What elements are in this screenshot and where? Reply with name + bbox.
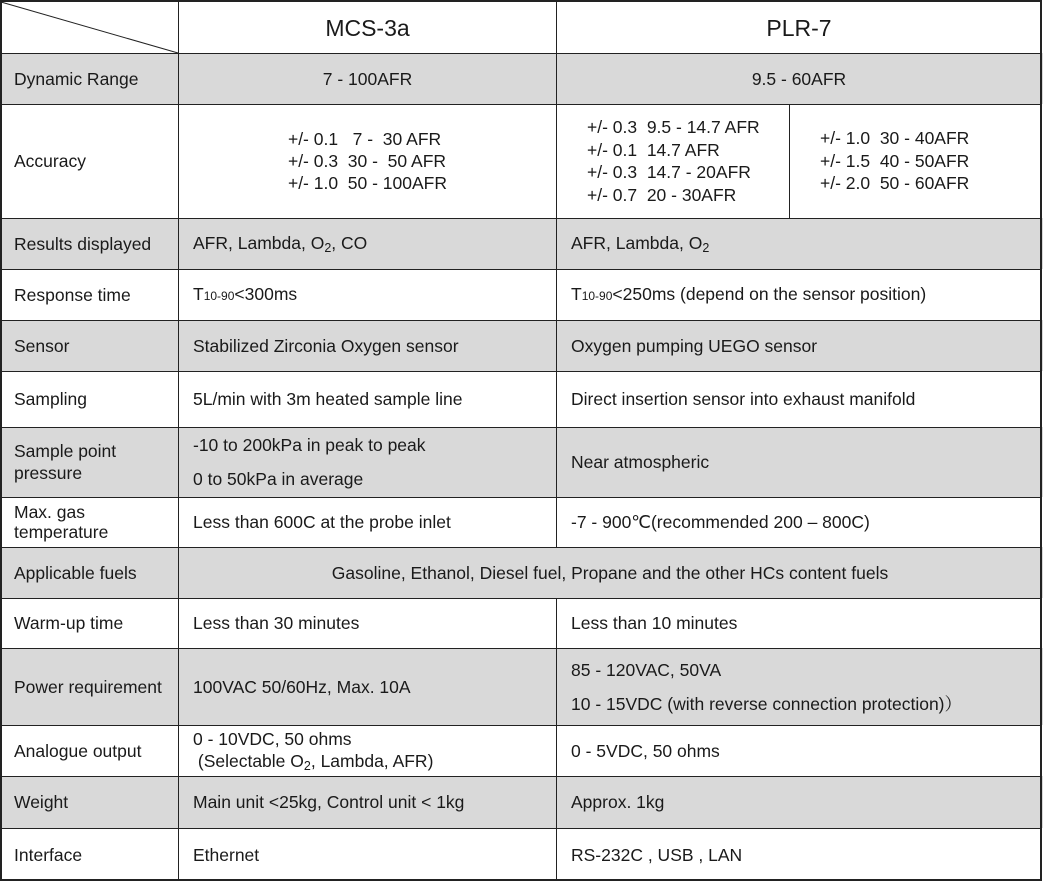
text-part: AFR, Lambda, O [193,232,325,253]
accuracy-b-line: +/- 0.7 20 - 30AFR [587,184,737,205]
text-part: , CO [331,232,368,253]
accuracy-b-line: +/- 0.3 14.7 - 20AFR [587,162,751,182]
label-text: Warm-up time [14,613,124,633]
accuracy-a-line: +/- 0.3 30 - 50 AFR [287,151,447,171]
value-text: Less than 30 minutes [193,613,360,633]
header-model-a-text: MCS-3a [325,14,410,41]
accuracy-b-line: +/- 1.5 40 - 50AFR [820,150,970,171]
subscript: 2 [303,758,311,773]
label-text: Power requirement [14,676,162,697]
text-part: <250ms (depend on the sensor position) [612,283,927,304]
value-text: RS-232C , USB , LAN [571,844,743,865]
subscript: 10-90 [203,288,235,303]
value-text: Main unit <25kg, Control unit < 1kg [193,792,465,812]
label-text: pressure [14,463,83,483]
accuracy-b-line: +/- 0.1 14.7 AFR [587,139,720,160]
accuracy-b-line: +/- 1.0 30 - 40AFR [820,128,970,149]
label-text: Analogue output [14,740,142,761]
label-text: Sampling [14,389,87,409]
value-text: -10 to 200kPa in peak to peak [193,435,426,455]
label-text: Applicable fuels [14,562,137,583]
value-text: Less than 10 minutes [571,613,738,633]
subscript: 10-90 [581,288,613,303]
accuracy-b-line: +/- 2.0 50 - 60AFR [820,173,970,194]
text-part: , Lambda, AFR) [310,750,434,771]
label-text: temperature [14,522,109,542]
label-text: Results displayed [14,233,152,254]
value-text: 0 to 50kPa in average [193,469,364,489]
subscript: 2 [324,240,332,255]
header-model-b-text: PLR-7 [766,14,832,41]
value-text: -7 - 900℃(recommended 200 – 800C) [571,512,870,532]
value-text: 85 - 120VAC, 50VA [571,659,722,680]
value-text: Oxygen pumping UEGO sensor [571,335,818,356]
label-text: Response time [14,284,131,305]
value-text: 100VAC 50/60Hz, Max. 10A [193,676,411,697]
table-border [1,1,1041,880]
accuracy-a-line: +/- 0.1 7 - 30 AFR [287,129,442,149]
label-text: Sample point [14,441,117,461]
text-part: (Selectable O [193,750,304,771]
value-text: 0 - 5VDC, 50 ohms [571,740,720,761]
value-text: 7 - 100AFR [322,68,413,89]
label-text: Sensor [14,335,70,356]
value-text: Stabilized Zirconia Oxygen sensor [193,335,459,356]
value-text: Direct insertion sensor into exhaust manifold [571,389,916,409]
value-text: Near atmospheric [571,452,710,472]
subscript: 2 [702,240,710,255]
value-text: Less than 600C at the probe inlet [193,512,451,532]
label-text: Dynamic Range [14,68,139,89]
value-text: 10 - 15VDC (with reverse connection protection)） [571,693,963,714]
corner-diagonal [1,2,178,53]
value-text: Gasoline, Ethanol, Diesel fuel, Propane and the other HCs content fuels [331,562,889,583]
value-text: Ethernet [193,844,260,865]
value-text: Approx. 1kg [571,792,665,812]
accuracy-b-line: +/- 0.3 9.5 - 14.7 AFR [587,117,760,137]
label-text: Accuracy [14,151,86,171]
value-text: 9.5 - 60AFR [751,68,847,89]
accuracy-a-line: +/- 1.0 50 - 100AFR [287,173,448,193]
label-text: Interface [14,844,83,865]
value-text: 0 - 10VDC, 50 ohms [193,728,352,749]
label-text: Weight [14,792,69,812]
text-part: <300ms [234,283,298,304]
text-part: T [193,283,204,304]
value-text: 5L/min with 3m heated sample line [193,389,463,409]
label-text: Max. gas [14,502,85,522]
text-part: AFR, Lambda, O [571,232,703,253]
text-part: T [571,283,582,304]
